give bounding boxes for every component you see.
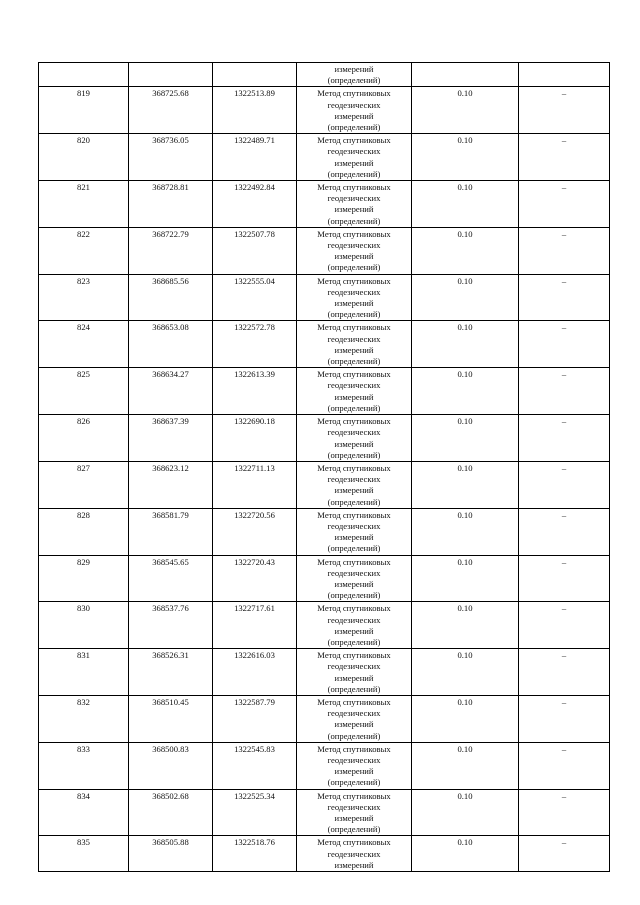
method-line: измерений — [334, 344, 374, 355]
method-line: геодезических — [327, 708, 381, 719]
method-line: (определений) — [327, 402, 381, 413]
method-line: измерений — [334, 813, 374, 823]
cell-method — [297, 415, 412, 462]
cell-accuracy: 0.10 — [412, 836, 519, 872]
cell-point-number: 823 — [39, 274, 129, 321]
cell-y-coordinate: 1322711.13 — [213, 461, 297, 508]
method-line: (определений) — [327, 824, 381, 835]
method-line: Метод спутниковых — [317, 275, 391, 286]
cell-accuracy: 0.10 — [412, 87, 519, 134]
table-row — [39, 134, 610, 181]
cell-x-coordinate: 368526.31 — [129, 649, 213, 696]
method-line: геодезических — [327, 801, 381, 812]
cell-point-number: 830 — [39, 602, 129, 649]
cell-y-coordinate: 1322720.43 — [213, 555, 297, 602]
cell-accuracy: 0.10 — [412, 461, 519, 508]
cell-accuracy — [412, 63, 519, 87]
cell-point-number: 832 — [39, 695, 129, 742]
cell-note: – — [519, 321, 610, 368]
cell-point-number: 821 — [39, 181, 129, 228]
cell-note: – — [519, 836, 610, 872]
cell-accuracy: 0.10 — [412, 134, 519, 181]
method-line: (определений) — [327, 122, 381, 133]
cell-x-coordinate: 368728.81 — [129, 181, 213, 228]
cell-point-number — [39, 63, 129, 87]
method-line: Метод спутниковых — [317, 556, 391, 567]
cell-point-number: 826 — [39, 415, 129, 462]
cell-accuracy: 0.10 — [412, 321, 519, 368]
cell-note: – — [519, 368, 610, 415]
method-line: (определений) — [327, 356, 381, 367]
cell-accuracy: 0.10 — [412, 415, 519, 462]
cell-x-coordinate — [129, 63, 213, 87]
method-line: Метод спутниковых — [317, 135, 391, 146]
cell-accuracy: 0.10 — [412, 742, 519, 789]
method-line: геодезических — [327, 754, 381, 765]
method-line: измерений — [334, 204, 374, 215]
method-line: (определений) — [327, 683, 381, 694]
method-line: измерений — [334, 298, 374, 309]
cell-method — [297, 789, 412, 836]
cell-x-coordinate: 368537.76 — [129, 602, 213, 649]
cell-x-coordinate: 368545.65 — [129, 555, 213, 602]
cell-point-number: 829 — [39, 555, 129, 602]
cell-method — [297, 134, 412, 181]
cell-note: – — [519, 742, 610, 789]
cell-y-coordinate: 1322587.79 — [213, 695, 297, 742]
cell-y-coordinate: 1322518.76 — [213, 836, 297, 872]
coordinates-table-body — [39, 63, 610, 872]
cell-accuracy: 0.10 — [412, 695, 519, 742]
cell-note: – — [519, 649, 610, 696]
method-line: (определений) — [327, 262, 381, 273]
method-line: Метод спутниковых — [317, 509, 391, 520]
cell-y-coordinate: 1322489.71 — [213, 134, 297, 181]
table-row — [39, 227, 610, 274]
method-line: геодезических — [327, 240, 381, 251]
cell-method — [297, 836, 412, 872]
cell-x-coordinate: 368505.88 — [129, 836, 213, 872]
cell-x-coordinate: 368581.79 — [129, 508, 213, 555]
cell-x-coordinate: 368623.12 — [129, 461, 213, 508]
cell-point-number: 822 — [39, 227, 129, 274]
cell-y-coordinate: 1322717.61 — [213, 602, 297, 649]
cell-y-coordinate: 1322720.56 — [213, 508, 297, 555]
method-line: Метод спутниковых — [317, 88, 391, 99]
method-line: геодезических — [327, 567, 381, 578]
method-line: измерений — [334, 157, 374, 168]
cell-method — [297, 742, 412, 789]
method-line: Метод спутниковых — [317, 369, 391, 380]
method-line: Метод спутниковых — [317, 650, 391, 661]
method-line: геодезических — [327, 380, 381, 391]
cell-note: – — [519, 134, 610, 181]
method-line: геодезических — [327, 614, 381, 625]
method-line: измерений — [334, 64, 374, 74]
cell-method — [297, 274, 412, 321]
cell-note — [519, 63, 610, 87]
method-line: (определений) — [327, 496, 381, 507]
method-line: геодезических — [327, 661, 381, 672]
cell-method — [297, 461, 412, 508]
method-line: Метод спутниковых — [317, 182, 391, 193]
method-line: геодезических — [327, 99, 381, 110]
cell-method — [297, 368, 412, 415]
method-line: измерений — [334, 766, 374, 777]
method-line: Метод спутниковых — [317, 743, 391, 754]
cell-x-coordinate: 368634.27 — [129, 368, 213, 415]
cell-x-coordinate: 368685.56 — [129, 274, 213, 321]
method-line: Метод спутниковых — [317, 322, 391, 333]
cell-y-coordinate: 1322613.39 — [213, 368, 297, 415]
cell-point-number: 824 — [39, 321, 129, 368]
method-line: (определений) — [327, 309, 381, 320]
method-line: (определений) — [327, 777, 381, 788]
table-row — [39, 836, 610, 872]
cell-method — [297, 87, 412, 134]
cell-note: – — [519, 274, 610, 321]
cell-x-coordinate: 368510.45 — [129, 695, 213, 742]
method-line: измерений — [334, 578, 374, 589]
cell-accuracy: 0.10 — [412, 227, 519, 274]
method-line: измерений — [334, 532, 374, 543]
cell-point-number: 833 — [39, 742, 129, 789]
cell-y-coordinate: 1322690.18 — [213, 415, 297, 462]
cell-accuracy: 0.10 — [412, 181, 519, 228]
method-line: геодезических — [327, 848, 381, 859]
cell-y-coordinate: 1322507.78 — [213, 227, 297, 274]
cell-x-coordinate: 368725.68 — [129, 87, 213, 134]
method-line: измерений — [334, 672, 374, 683]
table-row — [39, 649, 610, 696]
cell-method — [297, 321, 412, 368]
cell-point-number: 819 — [39, 87, 129, 134]
cell-note: – — [519, 461, 610, 508]
method-line: (определений) — [327, 730, 381, 741]
method-line: измерений — [334, 110, 374, 121]
cell-note: – — [519, 227, 610, 274]
method-line: измерений — [334, 391, 374, 402]
cell-method — [297, 555, 412, 602]
cell-x-coordinate: 368502.68 — [129, 789, 213, 836]
table-row — [39, 415, 610, 462]
cell-accuracy: 0.10 — [412, 274, 519, 321]
method-line: (определений) — [327, 449, 381, 460]
coordinates-table — [38, 62, 610, 872]
table-row — [39, 321, 610, 368]
method-line: геодезических — [327, 427, 381, 438]
cell-accuracy: 0.10 — [412, 508, 519, 555]
cell-point-number: 835 — [39, 836, 129, 872]
table-row — [39, 789, 610, 836]
cell-y-coordinate: 1322616.03 — [213, 649, 297, 696]
cell-note: – — [519, 789, 610, 836]
method-line: Метод спутниковых — [317, 837, 391, 848]
cell-note: – — [519, 415, 610, 462]
cell-x-coordinate: 368500.83 — [129, 742, 213, 789]
table-row — [39, 508, 610, 555]
cell-accuracy: 0.10 — [412, 602, 519, 649]
cell-point-number: 831 — [39, 649, 129, 696]
cell-x-coordinate: 368736.05 — [129, 134, 213, 181]
coordinates-document-page — [38, 62, 609, 872]
cell-method — [297, 181, 412, 228]
cell-y-coordinate: 1322572.78 — [213, 321, 297, 368]
cell-y-coordinate: 1322555.04 — [213, 274, 297, 321]
table-row — [39, 742, 610, 789]
table-row — [39, 87, 610, 134]
method-line: Метод спутниковых — [317, 790, 391, 801]
method-line: (определений) — [327, 636, 381, 647]
cell-point-number: 827 — [39, 461, 129, 508]
cell-note: – — [519, 695, 610, 742]
method-line: Метод спутниковых — [317, 462, 391, 473]
method-line: измерений — [334, 438, 374, 449]
cell-method — [297, 508, 412, 555]
cell-y-coordinate — [213, 63, 297, 87]
method-line: (определений) — [327, 75, 381, 86]
cell-note: – — [519, 602, 610, 649]
cell-accuracy: 0.10 — [412, 555, 519, 602]
cell-method — [297, 649, 412, 696]
cell-method — [297, 602, 412, 649]
cell-note: – — [519, 555, 610, 602]
cell-note: – — [519, 87, 610, 134]
cell-point-number: 820 — [39, 134, 129, 181]
table-row — [39, 602, 610, 649]
table-row — [39, 461, 610, 508]
cell-x-coordinate: 368653.08 — [129, 321, 213, 368]
method-line: геодезических — [327, 193, 381, 204]
cell-y-coordinate: 1322492.84 — [213, 181, 297, 228]
table-row — [39, 181, 610, 228]
cell-note: – — [519, 508, 610, 555]
method-line: измерений — [334, 859, 374, 870]
method-line: Метод спутниковых — [317, 696, 391, 707]
cell-point-number: 834 — [39, 789, 129, 836]
method-line: (определений) — [327, 543, 381, 554]
method-line: геодезических — [327, 520, 381, 531]
method-line: геодезических — [327, 333, 381, 344]
cell-y-coordinate: 1322525.34 — [213, 789, 297, 836]
method-line: (определений) — [327, 168, 381, 179]
cell-y-coordinate: 1322513.89 — [213, 87, 297, 134]
cell-x-coordinate: 368722.79 — [129, 227, 213, 274]
cell-y-coordinate: 1322545.83 — [213, 742, 297, 789]
table-row — [39, 274, 610, 321]
method-line: геодезических — [327, 474, 381, 485]
method-line: Метод спутниковых — [317, 416, 391, 427]
cell-point-number: 828 — [39, 508, 129, 555]
method-line: измерений — [334, 251, 374, 262]
method-line: геодезических — [327, 286, 381, 297]
cell-point-number: 825 — [39, 368, 129, 415]
method-line: (определений) — [327, 215, 381, 226]
table-row — [39, 555, 610, 602]
cell-method — [297, 227, 412, 274]
cell-method — [297, 63, 412, 87]
cell-method — [297, 695, 412, 742]
cell-x-coordinate: 368637.39 — [129, 415, 213, 462]
method-line: измерений — [334, 625, 374, 636]
method-line: Метод спутниковых — [317, 603, 391, 614]
method-line: геодезических — [327, 146, 381, 157]
method-line: измерений — [334, 485, 374, 496]
method-line: (определений) — [327, 590, 381, 601]
cell-accuracy: 0.10 — [412, 649, 519, 696]
table-row-continued — [39, 63, 610, 87]
table-row — [39, 695, 610, 742]
table-row — [39, 368, 610, 415]
method-line: измерений — [334, 719, 374, 730]
method-line: Метод спутниковых — [317, 228, 391, 239]
cell-note: – — [519, 181, 610, 228]
cell-accuracy: 0.10 — [412, 368, 519, 415]
cell-accuracy: 0.10 — [412, 789, 519, 836]
